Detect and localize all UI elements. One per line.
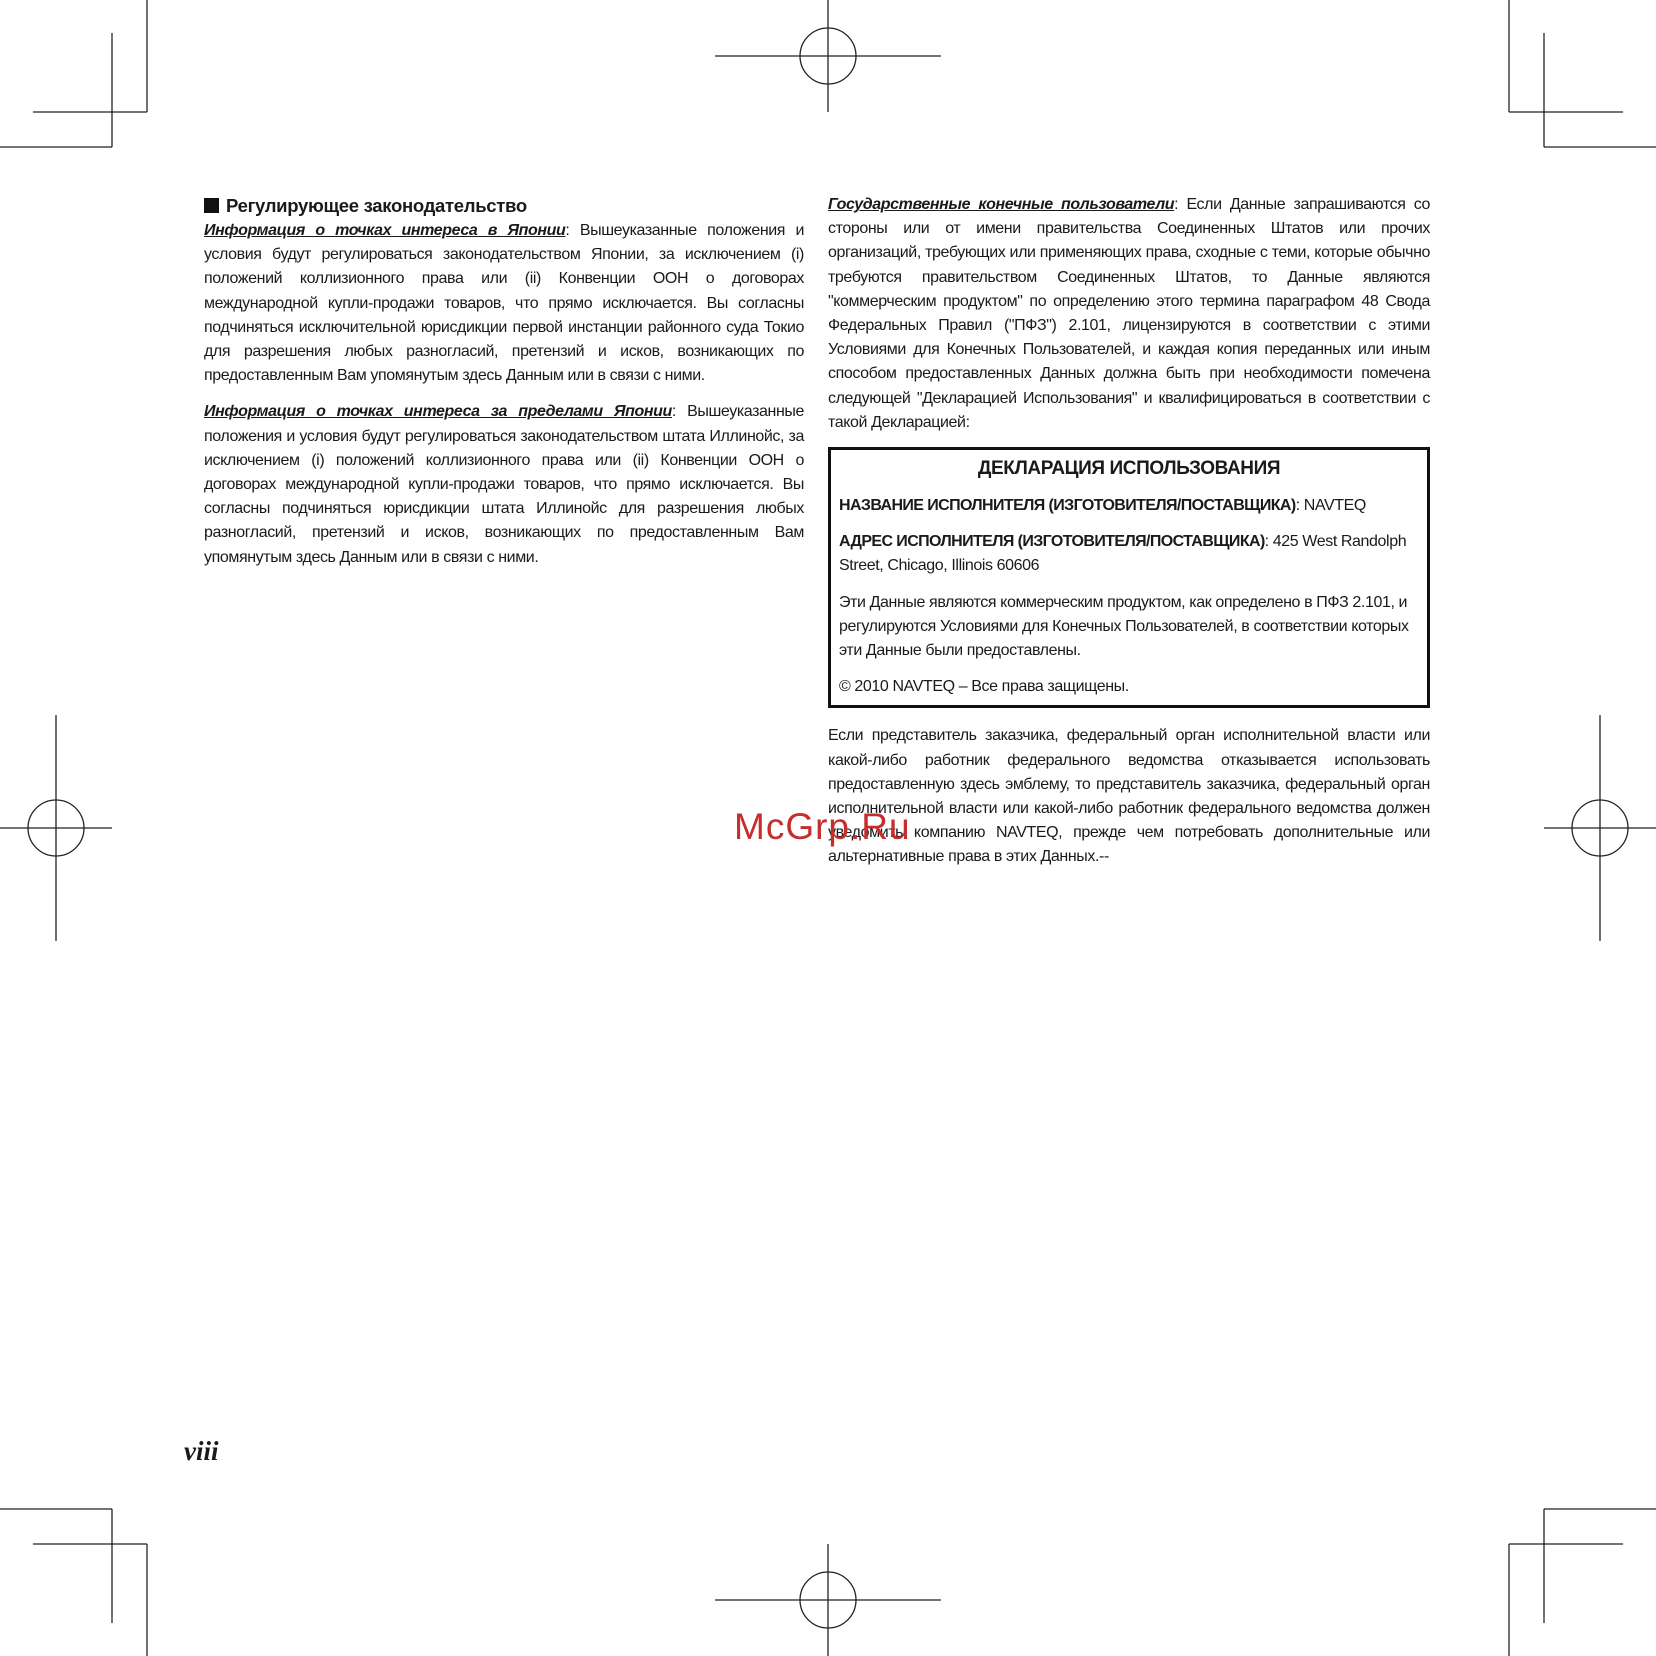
japan-poi-text: : Вышеуказанные положения и условия будут регулироваться законодательством Японии, за исключением (i) положений коллизионного права или (ii) Конвенции ООН о договорах международной купли-продажи товаров, что прямо исключается. Вы согласны подчиняться исключительной юрисдикции первой инстанции районного суда Токио для разрешения любых разногласий, претензий и исков, возникающих по предоставленным Вам упомянутым здесь Данным или в связи с ними. (204, 222, 804, 385)
section-heading-text: Регулирующее законодательство (226, 195, 527, 216)
closing-paragraph: Если представитель заказчика, федеральный орган исполнительной власти или какой-либо работник федерального ведомства отказывается использовать предоставленную здесь эмблему, то представитель заказчика, федеральный орган исполнительной власти или какой-либо работник федерального ведомства должен уведомить компанию NAVTEQ, прежде чем потребовать дополнительные или альтернативные права в этих Данных.-- (828, 727, 1430, 866)
square-bullet-icon (204, 198, 219, 213)
government-users-lead: Государственные конечные пользователи (828, 196, 1175, 213)
declaration-address-label: АДРЕС ИСПОЛНИТЕЛЯ (ИЗГОТОВИТЕЛЯ/ПОСТАВЩИКА) (839, 533, 1265, 551)
declaration-copyright: © 2010 NAVTEQ – Все права защищены. (839, 678, 1129, 696)
page-number: viii (184, 1436, 219, 1466)
japan-poi-paragraph (204, 219, 804, 388)
declaration-address-line (839, 530, 1419, 578)
declaration-address-value: : 425 West Randolph Street, Chicago, Illinois 60606 (839, 533, 1407, 575)
declaration-name-label: НАЗВАНИЕ ИСПОЛНИТЕЛЯ (ИЗГОТОВИТЕЛЯ/ПОСТАВЩИКА) (839, 497, 1296, 515)
declaration-statement: Эти Данные являются коммерческим продуктом, как определено в ПФЗ 2.101, и регулируются Условиями для Конечных Пользователей, в соответствии которых эти Данные были предоставлены. (839, 593, 1409, 660)
government-users-paragraph (828, 193, 1430, 435)
declaration-name-value: : NAVTEQ (1295, 497, 1366, 515)
japan-poi-lead: Информация о точках интереса в Японии (204, 222, 566, 239)
usage-declaration-box (828, 447, 1430, 708)
right-column (828, 193, 1430, 882)
outside-japan-poi-lead: Информация о точках интереса за пределами Японии (204, 403, 672, 421)
declaration-title: ДЕКЛАРАЦИЯ ИСПОЛЬЗОВАНИЯ (977, 458, 1281, 480)
outside-japan-poi-paragraph (204, 400, 804, 569)
left-column (204, 193, 804, 582)
section-heading (204, 193, 804, 219)
declaration-name-line (839, 494, 1419, 518)
outside-japan-poi-text: : Вышеуказанные положения и условия будут регулироваться законодательством штата Иллинойс, за исключением (i) положений коллизионного права или (ii) Конвенции ООН о договорах международной купли-продажи товаров, что прямо исключается. Вы согласны подчиняться юрисдикции штата Иллинойс для разрешения любых разногласий, претензий и исков, возникающих по предоставленным Вам упомянутым здесь Данным или в связи с ними. (204, 403, 804, 566)
watermark: McGrp.Ru (734, 806, 911, 847)
government-users-text: : Если Данные запрашиваются со стороны или от имени правительства Соединенных Штатов или прочих организаций, требующих или применяющих права, сходные с теми, которые обычно требуются правительством Соединенных Штатов, то Данные являются "коммерческим продуктом" по определению этого термина параграфом 48 Свода Федеральных Правил ("ПФЗ") 2.101, лицензируются в соответствии с этими Условиями для Конечных Пользователей, и каждая копия переданных или иным способом предоставленных Данных должна быть при необходимости помечена следующей "Декларацией Использования" и квалифицироваться в соответствии с такой Декларацией: (828, 196, 1431, 431)
